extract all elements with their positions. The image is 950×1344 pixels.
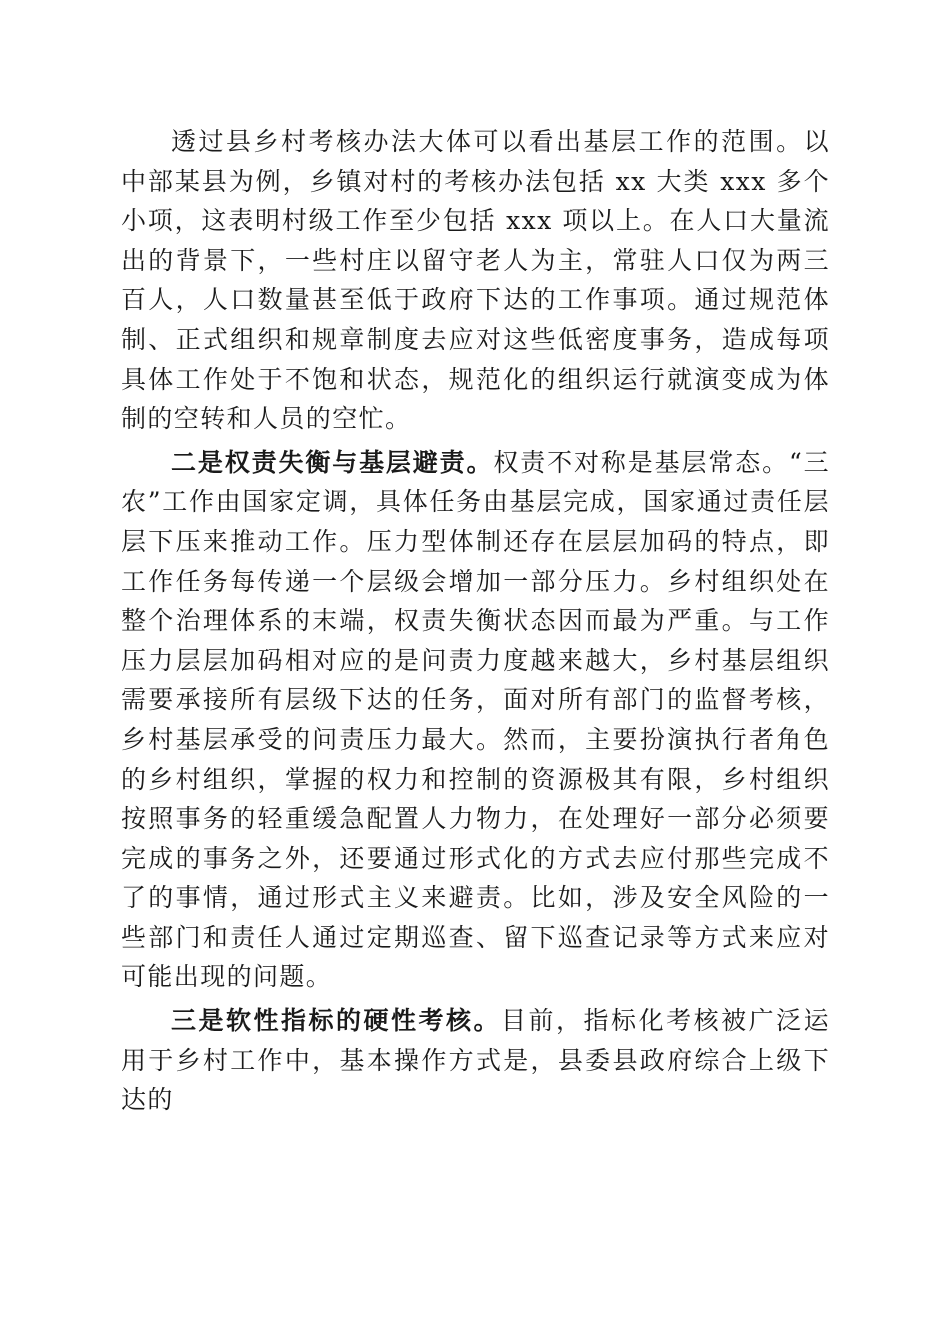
paragraph-3-lead: 三是软性指标的硬性考核。 [171,1006,502,1036]
paragraph-1 [121,122,830,439]
paragraph-2 [121,443,830,997]
paragraph-2-lead: 二是权责失衡与基层避责。 [171,447,494,477]
paragraph-2-text: 权责不对称是基层常态。“三农”工作由国家定调，具体任务由基层完成，国家通过责任层层下压来推动工作。压力型体制还存在层层加码的特点，即工作任务每传递一个层级会增加一部分压力。乡村组织处在整个治理体系的末端，权责失衡状态因而最为严重。与工作压力层层加码相对应的是问责力度越来越大，乡村基层组织需要承接所有层级下达的任务，面对所有部门的监督考核，乡村基层承受的问责压力最大。然而，主要扮演执行者角色的乡村组织，掌握的权力和控制的资源极其有限，乡村组织按照事务的轻重缓急配置人力物力，在处理好一部分必须要完成的事务之外，还要通过形式化的方式去应付那些完成不了的事情，通过形式主义来避责。比如，涉及安全风险的一些部门和责任人通过定期巡查、留下巡查记录等方式来应对可能出现的问题。 [121,447,830,992]
paragraph-3 [121,1001,830,1120]
document-body [121,122,830,1124]
paragraph-1-text: 透过县乡村考核办法大体可以看出基层工作的范围。以中部某县为例，乡镇对村的考核办法包括 xx 大类 xxx 多个小项，这表明村级工作至少包括 xxx 项以上。在人口大量流出的背景下，一些村庄以留守老人为主，常驻人口仅为两三百人，人口数量甚至低于政府下达的工作事项。通过规范体制、正式组织和规章制度去应对这些低密度事务，造成每项具体工作处于不饱和状态，规范化的组织运行就演变成为体制的空转和人员的空忙。 [121,127,830,434]
paragraph-3-text: 目前，指标化考核被广泛运用于乡村工作中，基本操作方式是，县委县政府综合上级下达的 [121,1006,830,1115]
